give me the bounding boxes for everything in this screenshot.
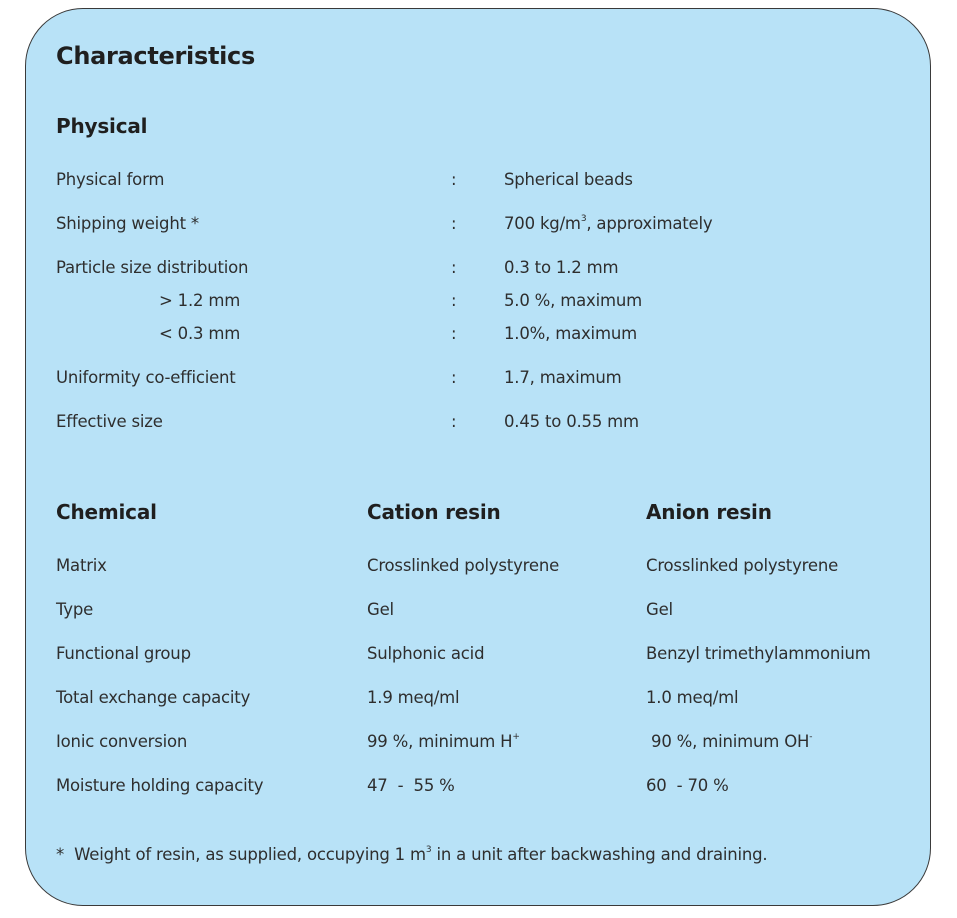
physical-heading: Physical <box>56 114 148 138</box>
physical-value-particle-size: 0.3 to 1.2 mm <box>504 258 619 277</box>
chemical-label-exchange-capacity: Total exchange capacity <box>56 688 251 707</box>
footnote: * Weight of resin, as supplied, occupying 1 $m^3$ in a unit after backwashing and draining. <box>56 845 768 864</box>
chemical-label-type: Type <box>56 600 94 619</box>
physical-value-over-1-2mm: 5.0 %, maximum <box>504 291 642 310</box>
anion-functional-group: Benzyl trimethylammonium <box>646 644 871 663</box>
physical-label-uniformity: Uniformity co-efficient <box>56 368 236 387</box>
cation-type: Gel <box>367 600 394 619</box>
cation-functional-group: Sulphonic acid <box>367 644 485 663</box>
characteristics-panel <box>25 8 931 906</box>
physical-label-particle-size: Particle size distribution <box>56 258 249 277</box>
physical-label-physical-form: Physical form <box>56 170 165 189</box>
chemical-label-functional-group: Functional group <box>56 644 191 663</box>
physical-value-uniformity: 1.7, maximum <box>504 368 622 387</box>
anion-exchange-capacity: 1.0 meq/ml <box>646 688 739 707</box>
physical-label-shipping-weight: Shipping weight * <box>56 214 199 233</box>
chemical-label-matrix: Matrix <box>56 556 107 575</box>
cation-moisture-capacity: 47 - 55 % <box>367 776 455 795</box>
separator: : <box>451 214 457 233</box>
chemical-heading: Chemical <box>56 500 157 524</box>
physical-value-shipping-weight: 700 $kg/m^3$, approximately <box>504 214 713 233</box>
separator: : <box>451 368 457 387</box>
separator: : <box>451 291 457 310</box>
physical-label-under-0-3mm: < 0.3 mm <box>159 324 241 343</box>
separator: : <box>451 412 457 431</box>
cation-ionic-conversion: 99 %, minimum H+ <box>367 732 520 751</box>
anion-matrix: Crosslinked polystyrene <box>646 556 839 575</box>
physical-value-effective-size: 0.45 to 0.55 mm <box>504 412 639 431</box>
cation-resin-heading: Cation resin <box>367 500 501 524</box>
anion-resin-heading: Anion resin <box>646 500 772 524</box>
separator: : <box>451 170 457 189</box>
separator: : <box>451 258 457 277</box>
chemical-label-moisture-capacity: Moisture holding capacity <box>56 776 264 795</box>
physical-label-effective-size: Effective size <box>56 412 163 431</box>
physical-value-under-0-3mm: 1.0%, maximum <box>504 324 637 343</box>
cation-exchange-capacity: 1.9 meq/ml <box>367 688 460 707</box>
physical-value-physical-form: Spherical beads <box>504 170 633 189</box>
physical-label-over-1-2mm: > 1.2 mm <box>159 291 241 310</box>
anion-ionic-conversion: 90 %, minimum OH- <box>646 732 813 751</box>
anion-moisture-capacity: 60 - 70 % <box>646 776 729 795</box>
separator: : <box>451 324 457 343</box>
chemical-label-ionic-conversion: Ionic conversion <box>56 732 188 751</box>
anion-type: Gel <box>646 600 673 619</box>
page-title: Characteristics <box>56 42 255 70</box>
cation-matrix: Crosslinked polystyrene <box>367 556 560 575</box>
